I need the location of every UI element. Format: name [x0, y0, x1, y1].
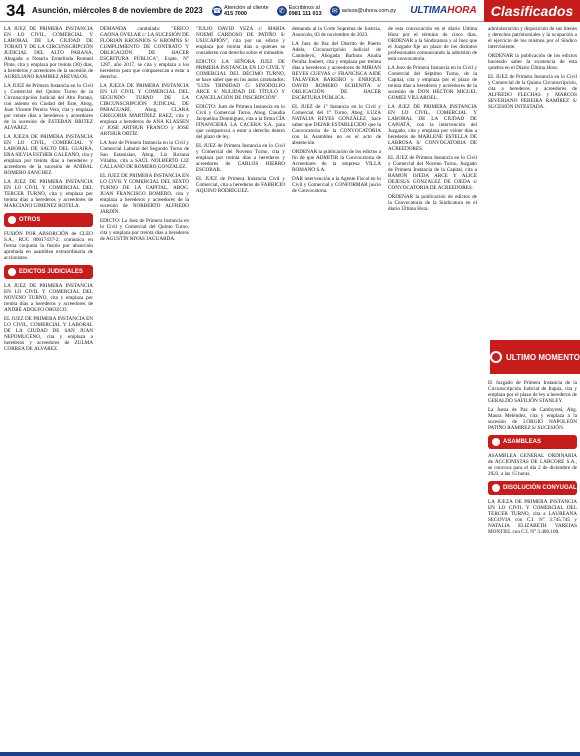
phone-icon: ☎ [212, 7, 222, 15]
footer-bar [0, 752, 580, 756]
notice: ORDENAR la publicación de los edictos a fin de que ADMITIR la Convocatoria de Acreedores de la empresa VILLA ROMANO S.A. [292, 149, 381, 173]
whatsapp-icon: ✆ [277, 6, 287, 16]
notice: LA Juez de Primera Instancia en lo Civil y Comercial del Séptimo Turno, de la Capital, cita y emplaza por el plazo de treinta días a herederos y acreedores de la sucesión de DON HÉCTOR MIGUEL GOMEZ VILLAROEL. [388, 65, 477, 101]
section-icon [492, 484, 500, 492]
newspaper-logo [410, 5, 476, 16]
phone-number: 415 7000 [224, 10, 247, 17]
section-header-disolucion [488, 481, 577, 495]
notice: administración y disposición de sus bienes y derechos patrimoniales y la ocupación a el ejercicio de los mismos por el Síndico interviniente. [488, 26, 577, 50]
notice: DEMANDA caratulada: "ERICO GAONA OVELAR c/ LA SUCESIÓN DE FLORIAN KROSNIOS S/ KROMNS S/ CUMPLIMIENTO DE CONTRATO Y OBLIGACIÓN DE HACER ESCRITURA PÚBLICA", Expte. N° 1287, año 2017, se cita y emplaza a los herederos para que comparezcan a estar a derecho. [100, 26, 189, 80]
notice: LA JUEZ DE PRIMERA INSTANCIA EN LO CIVIL Y COMERCIAL DEL TERCER TURNO, cita y emplaza por treinta días a herederos y acreedores de MARCIANO GIMENEZ ROTELA. [4, 179, 93, 209]
section-label: DISOLUCIÓN CONYUGAL [503, 485, 577, 491]
section-label: ASAMBLEAS [503, 439, 542, 445]
section-icon [8, 216, 16, 224]
notice: LA JUEZ DE PRIMERA INSTANCIA EN LO CIVIL, COMERCIAL Y LABORAL DE LA CIUDAD DE CAPIATÁ, con la intervención del Juzgado, cita y emplaza por veinte días a herederos de MARLENE ESTELLA DE LARROSA S/ CONVOCATORIA DE ACREEDORES. [388, 104, 477, 152]
notice: EL JUEZ DE PRIMERA INSTANCIA EN LO CIVIL, COMERCIAL Y LABORAL DE LA CIUDAD DE SAN JUAN NEPOMUCENO, cita y emplaza a herederos y acreedores de ZULMA CORREA DE ALVAREZ. [4, 316, 93, 352]
notice: "JULIO DAVID YEZA c/ MARÍA NOEMÍ CARDOSO DE PATIÑO S/ USUCAPIÓN", cita por un edicto y emplaza por treinta días a quienes se consideren con derecho sobre el inmueble. [196, 26, 285, 56]
phone-label: Atención al cliente [224, 4, 269, 11]
notice: de esta convocación en el diario Última Hora por el término de cinco días. ORDENAR a la Sindicatura y al Juez que el Juzgado fije un plazo de los distintos profesionales comunicando la admisión de esta convocatoria. [388, 26, 477, 62]
column-6-top [488, 26, 577, 336]
whatsapp-label: Escribinos al [288, 4, 320, 11]
notice: LA JUEZA DE PRIMERA INSTANCIA EN LO CIVIL, COMERCIAL Y LABORAL DE SALTO DEL GUAIRÁ, ERA SILVIA ESTHER GALEANO, cita y emplaza por treinta días a herederos y acreedores de la sucesión de ANIBAL ROMERO SANCHEZ. [4, 134, 93, 176]
mail-icon: ✉ [330, 6, 340, 16]
email-contact [330, 6, 397, 16]
notice: EDICTO: La Juez de Primera Instancia en lo Civil y Comercial del Quinto Turno, cita y emplaza por treinta días a herederos de AGUSTÍN RIVAS JAGUARDA. [100, 218, 189, 242]
email-address: avisos@uhora.com.py [341, 7, 397, 14]
column-2 [100, 26, 189, 752]
notice: LA Juez de Paz del Distrito de Puerto Adela, Circunscripción Judicial de Canindeyú, Abogada Barbara Analía Peralta Joubert, cita y emplaza por treinta días a herederos y acreedores de MIRIAN REYES CUEVAS c/ FRANCISCA AIDE TALAVERA BAREIRO y ENRIQUE DAVID ROMERO ECHENITA s/ OBLIGACIÓN DE HACER ESCRITURA PÚBLICA. [292, 41, 381, 101]
section-icon [492, 438, 500, 446]
ultimo-momento-banner [490, 340, 580, 374]
column-1 [4, 26, 93, 752]
notice: LA JUEZA DE PRIMERA INSTANCIA EN LO CIVIL Y COMERCIAL DEL TERCER TURNO, cita a LAUREANA SEGOVIA con C.I. N° 3.745.745 y NATALIA ELIZABETH VAREJAS MONTIEL con C.I. N° 3.400.100. [488, 499, 577, 535]
notice: ORDENAR la publicación de edictos de la Convocatoria de la Sindicatura en el diario Última Hora. [388, 194, 477, 212]
notice: La Jueza de Paz de Cambyretá, Abg. Maura Meléndez, cita y emplaza a la sucesión de LORGIO NAPOLEÓN PATIÑO RAMIREZ S/ SUCESIÓN. [488, 407, 577, 431]
clock-icon [490, 351, 502, 363]
whatsapp-number: 0981 111 013 [288, 10, 322, 17]
section-header-asambleas [488, 435, 577, 449]
notice: demanda al la Corte Suprema de Justicia, Asunción, 03 de noviembre de 2023. [292, 26, 381, 38]
banner-label: ULTIMO MOMENTO [506, 352, 580, 362]
notice: LA JUEZA DE PRIMERA INSTANCIA EN LO CIVIL Y COMERCIAL DEL SEGUNDO TURNO DE LA CIRCUNSCRIPCIÓN JUDICIAL DE PARAGUARÍ, Abog. CLARA GREGORIA MARTÍNEZ BAEZ, cita y emplaza a herederos de ANA KLASSEN c/ JOSE ARTHUR FRANCO y JOSE ARTHUR ORTÍZ. [100, 83, 189, 137]
notice: EL JUEZ de Primera Instancia en lo Civil y Comercial del Noveno Turno, cita y emplaza por treinta días a herederos y acreedores de CARLOS HIERRO ESCOBAR. [196, 143, 285, 173]
notice: EL JUEZ de 1° Instancia en lo Civil y Comercial del 1° Turno, Abog. LUZA NATALIA REYES GONZÁLEZ, hace saber que DEJAR ESTABLECIDO que la Convocatoria de la CONVOCATORIA con la Asamblea no es el acto de abstención. [292, 104, 381, 146]
section-header-edictos [4, 265, 93, 279]
notice: EL JUEZ de Primera Instancia Civil y Comercial, cita a herederos de FABRICIO AQUINO RODRÍGUEZ. [196, 176, 285, 194]
phone-contact [212, 5, 269, 17]
notice: EL JUEZ de Primera Instancia en lo Civil y Comercial del Noveno Turno, Juzgado de Primera Instancia de la Capital, cita a RAMON OJEDA ARCE Y ALICE DEJESUS GONZALEZ DE OJEDA s/ CONVOCATORIA DE ACREEDORES. [388, 155, 477, 191]
section-label: OTROS [19, 217, 41, 223]
notice: EDICTO: Juez de Primera Instancia en lo Civil y Comercial Turno, Abog. Claudia Jacquelina Domínguez, cita a la firma CÍA FINANCIERA LA CACERA S.A. para que comparezca a estar a derecho dentro del plazo de ley. [196, 104, 285, 140]
notice: EL JUEZ DE PRIMERA INSTANCIA EN LO CIVIL Y COMERCIAL DEL SEXTO TURNO DE LA CAPITAL, ABOG. JUAN FRANCISCO ROMERO, cita y emplaza a herederos y acreedores de la sucesión de NORBERTO ALFREDO JARDÍN. [100, 173, 189, 215]
notice: EL JUEZ de Primera Instancia en lo Civil y Comercial de la Quinta Circunscripción, cita a herederos y acreedores de ALFREDO FLECHAS y MARCOS SEVERIANO PEREIRA RAMÍREZ S/ SUCESIÓN INTESTADA. [488, 74, 577, 110]
column-4 [292, 26, 381, 752]
section-icon [8, 268, 16, 276]
notice: ASAMBLEA GENERAL ORDINARIA de ACCIONISTAS DE LABCORE S.A., se convoca para el día 2 de diciembre de 2023, a las 15 horas. [488, 453, 577, 477]
column-3 [196, 26, 285, 752]
whatsapp-contact [277, 5, 322, 17]
page-number: 34 [6, 0, 25, 20]
section-title: Clasificados [484, 0, 580, 22]
notice: El Juzgado de Primera Instancia de la Circunscripción Judicial de Itapúa, cita y emplaza por el plazo de ley a herederos de GERALDO SAFILIÓN STANLEY. [488, 380, 577, 404]
notice: ORDENAR la publicación de los edictos haciendo saber la existencia de esta quiebra en el Diario Última Hora. [488, 53, 577, 71]
notice: LA JUEZ de Primera Instancia en lo Civil y Comercial del Quinto Turno de la Circunscripción Judicial del Alto Paraná, con asiento en Ciudad del Este, Abog. Juan Vicente Pereira Vera, cita y emplaza por veinte días a herederos y acreedores de la sucesión de ESTEBAN BRITEZ ALVAREZ. [4, 83, 93, 131]
logo-part-b: HORA [447, 5, 477, 16]
notice: EDICTO: LA SEÑORA JUEZ DE PRIMERA INSTANCIA EN LO CIVIL Y COMERCIAL DEL DÉCIMO TURNO, se hace saber que en los autos caratulados: "LUIS TRINIDAD C/ SINODOLFO ARCE S/ NULIDAD DE TÍTULO Y CANCELACIÓN DE INSCRIPCIÓN". [196, 59, 285, 101]
notice: LA JUEZ DE PRIMERA INSTANCIA EN LO CIVIL Y COMERCIAL DEL NOVENO TURNO, cita y emplaza por treinta días a herederos y acreedores de ANDRÉ ADOLFO OROZCO. [4, 283, 93, 313]
notice: DAR intervención a la Agente Fiscal en lo Civil y Comercial y CONFORMAR juicio de Convocatoria. [292, 176, 381, 194]
notice: FUSIÓN POR ABSORCIÓN de CLEO S.A., RUC 80017437-2; comunica en forma conjunta la fusión por absorción aprobada en asamblea extraordinaria de accionistas. [4, 231, 93, 261]
column-5 [388, 26, 477, 752]
logo-part-a: ULTIMA [410, 5, 448, 16]
notice: LA Juez de Primera Instancia en lo Civil y Comercial Laboral del Segundo Turno de San Estanislao, Abog. Liz Roxana Villalba, cita a SAÚL NOLBERTO LIZ CALLANO DE ROMERO GONZALEZ. [100, 140, 189, 170]
notice: LA JUEZ DE PRIMERA INSTANCIA EN LO CIVIL, COMERCIAL Y LABORAL DE LA CIUDAD DE TOBATI Y DE LA CIRCUNSCRIPCIÓN JUDICIAL DEL ALTO PARANÁ, Abogada a Notaria Ermelinda Romaní Pinte, cita y emplaza por treinta (30) días, a herederos y acreedores de la sucesión de AURELIANO RAMIREZ AREVALOS. [4, 26, 93, 80]
section-header-otros [4, 213, 93, 227]
section-label: EDICTOS JUDICIALES [19, 269, 83, 275]
column-6-bottom [488, 380, 577, 750]
page-date: Asunción, miércoles 8 de noviembre de 2023 [32, 6, 203, 15]
